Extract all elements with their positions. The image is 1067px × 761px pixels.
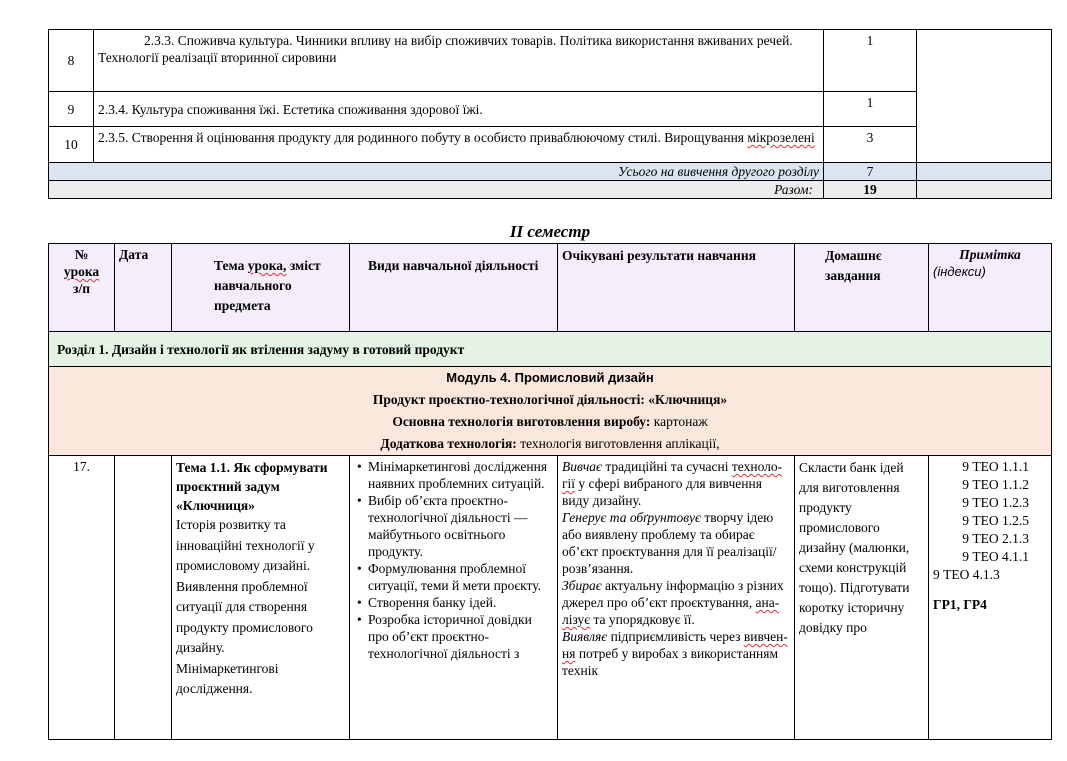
table-row	[49, 30, 1052, 92]
lesson-activities	[350, 456, 558, 740]
result-item	[562, 577, 790, 628]
topic-text: 2.3.3. Споживча культура. Чинники впливу на вибір споживчих товарів. Політика використання вживаних речей. Технології реалізації вторинної сировини	[98, 33, 793, 65]
result-verb: Збирає	[562, 578, 602, 593]
lesson-topic-content	[176, 458, 345, 737]
lesson-homework-text: Скласти банк ідей для виготовлення продукту промислового дизайну (малюнки, схеми конструкцій тощо). Підготувати коротку історичну довідку про	[799, 460, 910, 635]
header-note-sub: (індекси)	[933, 264, 986, 279]
topic-text-flagged: мікрозелені	[747, 130, 815, 145]
hours-cell: 1	[824, 30, 917, 92]
first-semester-table	[48, 29, 1052, 199]
result-text-flagged: ана-лізує	[562, 595, 780, 627]
result-item	[562, 509, 790, 577]
list-item: • Створення банку ідей.	[368, 594, 553, 611]
result-text: та упорядковує її.	[590, 612, 695, 627]
header-topic-b: зміст навчального предмета	[214, 258, 321, 313]
lesson-date	[115, 456, 172, 740]
result-verb: Генерує та обґрунтовує	[562, 510, 701, 525]
lesson-results	[558, 456, 795, 740]
lesson-topic-paragraph: Історія розвитку та інноваційні технології у промисловому дизайні.	[176, 517, 315, 573]
topic-text: 2.3.5. Створення й оцінювання продукту для родинного побуту в особисто приваблюючому стилі. Вирощування	[98, 130, 748, 145]
hours-cell: 3	[824, 127, 917, 163]
main-tech-label: Основна технологія виготовлення виробу:	[392, 414, 651, 429]
groups-label: ГР1, ГР4	[933, 597, 987, 612]
result-text: творчу ідею або виявлену проблему та обирає об’єкт проєктування для її реалізації/ розв’язання.	[562, 510, 777, 576]
header-note	[929, 244, 1052, 332]
module-product: Продукт проєктно-технологічної діяльності: «Ключниця»	[372, 392, 728, 407]
header-homework: Домашнє завдання	[795, 244, 929, 332]
table-row	[49, 92, 1052, 127]
grand-total-label: Разом:	[49, 181, 824, 199]
row-number: 9	[49, 92, 94, 127]
topic-cell	[94, 30, 824, 92]
section-row	[49, 332, 1052, 367]
result-text: традиційні та сучасні	[601, 459, 732, 474]
result-text: у сфері вибраного для вивчення виду дизайну.	[562, 476, 762, 508]
lesson-topic-title: Тема 1.1. Як сформувати проєктний задум «Ключниця»	[176, 460, 328, 513]
list-item: • Мінімаркетингові дослідження наявних проблемних ситуацій.	[368, 458, 553, 492]
hours-cell: 1	[824, 92, 917, 127]
header-activities: Види навчальної діяльності	[350, 244, 558, 332]
section-title: Розділ 1. Дизайн і технології як втілення задуму в готовий продукт	[49, 332, 1052, 367]
header-number-symbol: №	[74, 247, 89, 262]
grand-total-empty	[917, 181, 1052, 199]
row-number: 10	[49, 127, 94, 163]
main-tech-value: картонаж	[650, 414, 708, 429]
header-topic-a: Тема	[214, 258, 248, 273]
result-item	[562, 628, 790, 679]
lesson-indices	[929, 456, 1052, 740]
header-number	[49, 244, 115, 332]
result-text-flagged: вивчен-ня	[562, 629, 788, 661]
index-item: 9 ТЕО 4.1.3	[933, 567, 1000, 582]
row-number: 8	[49, 30, 94, 92]
result-text: потреб у виробах з використанням технік	[562, 646, 779, 678]
result-item	[562, 458, 790, 509]
topic-cell	[94, 127, 824, 163]
section-total-row	[49, 163, 1052, 181]
result-verb: Вивчає	[562, 459, 602, 474]
lesson-topic-paragraph: Виявлення проблемної ситуації для створення продукту промислового дизайну.	[176, 578, 313, 655]
header-topic	[172, 244, 350, 332]
header-number-word: урока	[63, 264, 100, 279]
index-item: 9 ТЕО 1.2.5	[962, 513, 1029, 528]
section-total-empty	[917, 163, 1052, 181]
header-note-title: Примітка	[959, 247, 1021, 262]
second-semester-table	[48, 243, 1052, 740]
index-item: 9 ТЕО 2.1.3	[962, 531, 1029, 546]
module-extra-tech	[49, 433, 1051, 455]
semester-title: ІІ семестр	[509, 222, 591, 241]
grand-total-hours: 19	[824, 181, 917, 199]
header-date: Дата	[115, 244, 172, 332]
extra-tech-value: технологія виготовлення аплікації,	[516, 436, 720, 451]
section-total-label: Усього на вивчення другого розділу	[49, 163, 824, 181]
indices-list	[933, 458, 1047, 737]
header-row	[49, 244, 1052, 332]
index-item: 9 ТЕО 4.1.1	[962, 549, 1029, 564]
module-title: Модуль 4. Промисловий дизайн	[446, 370, 654, 385]
index-item: 9 ТЕО 1.1.1	[962, 459, 1029, 474]
list-item: • Формулювання проблемної ситуації, теми й мети проєкту.	[368, 560, 553, 594]
section-total-hours: 7	[824, 163, 917, 181]
table-row	[49, 127, 1052, 163]
lesson-activities-content	[354, 458, 553, 737]
lesson-results-content	[562, 458, 790, 737]
lesson-topic-paragraph: Мінімаркетингові дослідження.	[176, 660, 279, 696]
lesson-homework	[795, 456, 929, 740]
result-text-flagged: техноло-гії	[562, 459, 783, 491]
list-item: • Розробка історичної довідки про об’єкт проєктно-технологічної діяльності з	[368, 611, 553, 662]
lesson-number: 17.	[49, 456, 115, 740]
topic-cell: 2.3.4. Культура споживання їжі. Естетика споживання здорової їжі.	[94, 92, 824, 127]
header-topic-flagged: урока,	[247, 258, 287, 273]
lesson-topic	[172, 456, 350, 740]
header-results: Очікувані результати навчання	[558, 244, 795, 332]
result-text: актуальну інформацію з різних джерел про об’єкт проєктування,	[562, 578, 784, 610]
module-cell	[49, 367, 1052, 456]
result-text: підприємливість через	[607, 629, 744, 644]
notes-cell	[917, 30, 1052, 163]
index-item: 9 ТЕО 1.2.3	[962, 495, 1029, 510]
activities-list	[354, 458, 553, 662]
result-verb: Виявляє	[562, 629, 608, 644]
index-item: 9 ТЕО 1.1.2	[962, 477, 1029, 492]
extra-tech-label: Додаткова технологія:	[380, 436, 517, 451]
header-number-abbr: з/п	[73, 281, 90, 296]
module-main-tech	[49, 411, 1051, 433]
grand-total-row	[49, 181, 1052, 199]
lesson-row	[49, 456, 1052, 740]
list-item: • Вибір об’єкта проєктно-технологічної діяльності — майбутнього освітнього продукту.	[368, 492, 553, 560]
module-row	[49, 367, 1052, 456]
